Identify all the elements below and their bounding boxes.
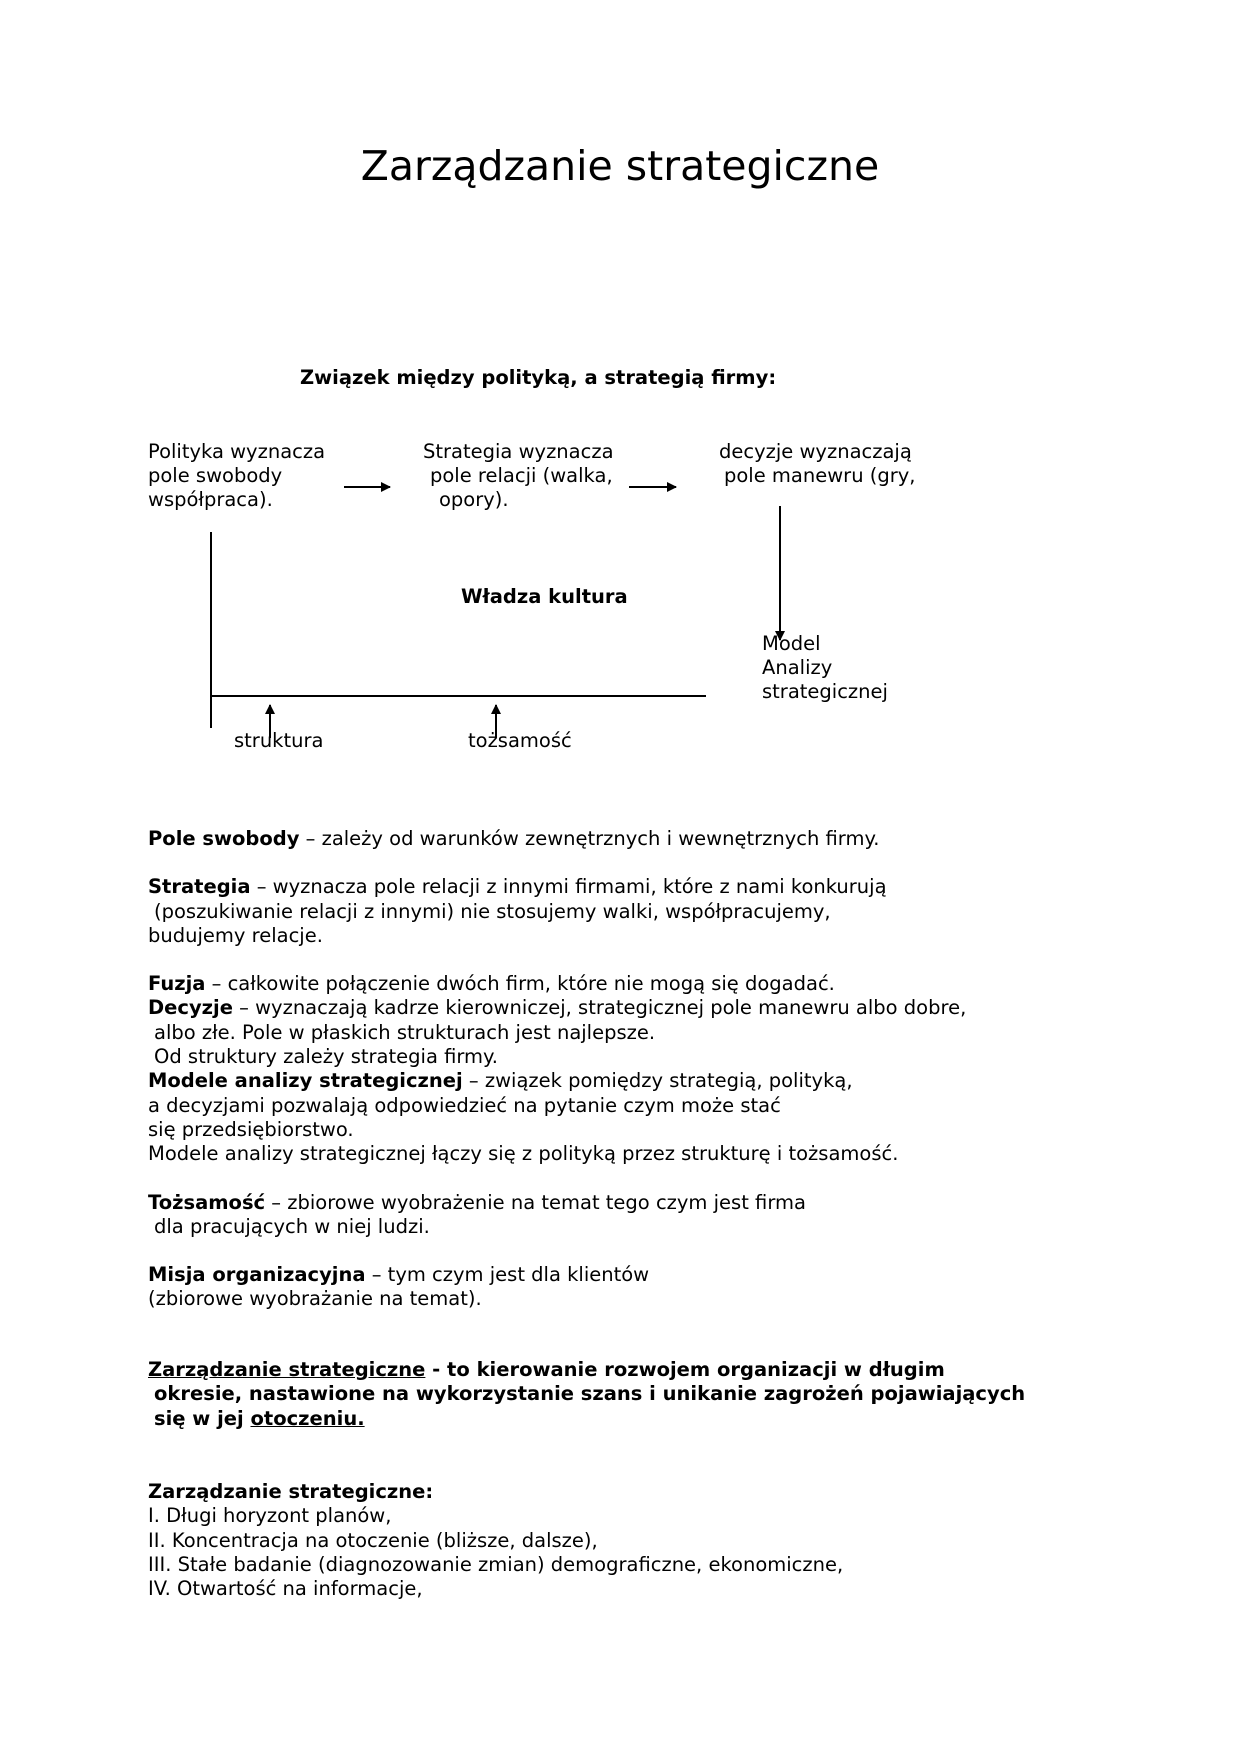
definition-text: – zbiorowe wyobrażenie na temat tego czym jest firma (265, 1190, 806, 1214)
definition-text: okresie, nastawione na wykorzystanie szans i unikanie zagrożeń pojawiających (154, 1382, 1026, 1406)
definition-text: a decyzjami pozwalają odpowiedzieć na pytanie czym może stać (148, 1093, 781, 1117)
list-heading: Zarządzanie strategiczne: (148, 1480, 434, 1503)
model-label-line: Model (762, 632, 821, 655)
definition-text: (poszukiwanie relacji z innymi) nie stosujemy walki, współpracujemy, (154, 899, 831, 923)
definition-text: – związek pomiędzy strategią, polityką, (462, 1069, 853, 1093)
box-strategia-line: pole relacji (walka, (430, 464, 613, 487)
list-item: I. Długi horyzont planów, (148, 1504, 392, 1528)
definitions-section (148, 827, 966, 1312)
def-strategia (148, 875, 966, 948)
term: Modele analizy strategicznej (148, 1069, 463, 1093)
definition-text: dla pracujących w niej ludzi. (154, 1214, 430, 1238)
definition-text: – tym czym jest dla klientów (365, 1263, 650, 1287)
term: Tożsamość (148, 1190, 266, 1214)
definition-text: się przedsiębiorstwo. (148, 1117, 354, 1141)
def-tozsamosc (148, 1191, 966, 1240)
definition-text: Modele analizy strategicznej łączy się z polityką przez strukturę i tożsamość. (148, 1142, 899, 1166)
box-polityka-line: Polityka wyznacza (148, 440, 326, 463)
label-tozsamosc: tożsamość (468, 729, 572, 752)
def-fuzja (148, 972, 966, 996)
list-item: II. Koncentracja na otoczenie (bliższe, dalsze), (148, 1528, 598, 1552)
definition-text: otoczeniu. (250, 1406, 365, 1430)
def-decyzje (148, 996, 966, 1069)
definition-text: budujemy relacje. (148, 923, 323, 947)
definition-text: - to kierowanie rozwojem organizacji w długim (425, 1358, 945, 1381)
definition-text: – zależy od warunków zewnętrznych i wewnętrznych firmy. (299, 827, 880, 850)
box-decyzje-line: pole manewru (gry, (724, 464, 916, 487)
term: Strategia (148, 875, 251, 899)
definition-text: – wyznaczają kadrze kierowniczej, strategicznej pole manewru albo dobre, (232, 996, 967, 1020)
definition-text: się w jej (154, 1406, 251, 1430)
def-pole-swobody (148, 827, 966, 851)
model-label-line: strategicznej (762, 680, 888, 703)
model-label-line: Analizy (762, 656, 833, 679)
box-polityka-line: pole swobody (148, 464, 283, 487)
box-polityka-line: współpraca). (148, 488, 273, 511)
term: Misja organizacyjna (148, 1263, 366, 1287)
term: Fuzja (148, 972, 206, 996)
def-misja (148, 1263, 966, 1312)
list-item: III. Stałe badanie (diagnozowanie zmian) demograficzne, ekonomiczne, (148, 1552, 844, 1576)
definition-text: – wyznacza pole relacji z innymi firmami, które z nami konkurują (250, 875, 887, 899)
box-decyzje-line: decyzje wyznaczają (719, 440, 912, 463)
box-strategia-line: opory). (439, 488, 509, 511)
page-title: Zarządzanie strategiczne (360, 142, 880, 190)
term: Decyzje (148, 996, 233, 1020)
term: Pole swobody (148, 827, 300, 850)
definition-text: – całkowite połączenie dwóch firm, które nie mogą się dogadać. (205, 972, 835, 996)
diagram-heading: Związek między polityką, a strategią firmy: (300, 366, 777, 389)
zs-definition (148, 1358, 1025, 1431)
list-item: IV. Otwartość na informacje, (148, 1577, 423, 1601)
zs-list (148, 1480, 843, 1601)
def-modele (148, 1069, 966, 1166)
definition-text: albo złe. Pole w płaskich strukturach jest najlepsze. (154, 1020, 656, 1044)
definition-text: (zbiorowe wyobrażanie na temat). (148, 1287, 482, 1311)
label-struktura: struktura (234, 729, 324, 752)
definition-text: Od struktury zależy strategia firmy. (154, 1045, 499, 1069)
term: Zarządzanie strategiczne (148, 1358, 426, 1381)
center-label: Władza kultura (461, 585, 628, 608)
box-strategia-line: Strategia wyznacza (423, 440, 614, 463)
